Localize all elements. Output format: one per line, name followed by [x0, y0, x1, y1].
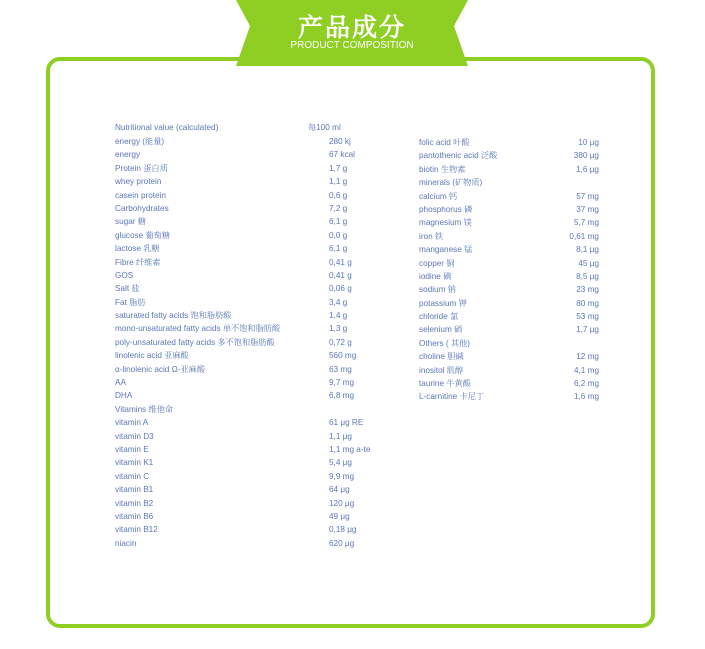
banner-title: 产品成分 — [297, 13, 406, 42]
nutrient-name: phosphorus 磷 — [419, 204, 473, 214]
nutrient-value: 1,1 mg a-te — [329, 444, 371, 454]
nutrient-name: Vitamins 维他命 — [115, 404, 174, 414]
nutrient-row — [419, 230, 599, 243]
nutrient-row — [115, 309, 395, 322]
nutrient-value: 0,18 μg — [329, 525, 357, 535]
nutrient-name: copper 铜 — [419, 258, 455, 268]
nutrient-row — [419, 323, 599, 336]
nutrient-name: Carbohydrates — [115, 203, 169, 213]
nutrient-value: 1,4 g — [329, 311, 348, 321]
nutrient-row — [419, 257, 599, 270]
nutrient-row — [115, 175, 395, 188]
nutrient-name: whey protein — [115, 177, 162, 187]
nutrient-value: 9,7 mg — [329, 378, 355, 388]
nutrient-name: L-carnitine 卡尼丁 — [419, 392, 485, 402]
nutrient-name: inositol 肌醇 — [419, 365, 464, 375]
nutrient-row — [115, 148, 395, 161]
nutrient-value: 64 μg — [329, 485, 350, 495]
nutrient-row — [115, 389, 395, 402]
nutrient-name: energy — [115, 150, 141, 160]
nutrient-name: selenium 硒 — [419, 325, 463, 335]
nutrient-value: 0,06 g — [329, 284, 352, 294]
nutrient-row — [115, 336, 395, 349]
nutrient-row — [419, 216, 599, 229]
nutrient-row — [419, 190, 599, 203]
nutrient-value: 280 kj — [329, 137, 351, 146]
nutrient-row — [115, 242, 395, 255]
nutrient-value: 0,41 g — [329, 270, 352, 280]
nutrient-value: 0,6 g — [329, 190, 348, 200]
nutrient-row — [115, 443, 395, 456]
nutrient-name: poly-unsaturated fatty acids 多不饱和脂肪酸 — [115, 337, 275, 347]
nutrient-name: mono-unsaturated fatty acids 单不饱和脂肪酸 — [115, 324, 281, 334]
nutrient-row — [115, 215, 395, 228]
nutrient-row — [115, 497, 395, 510]
nutrient-row — [419, 297, 599, 310]
nutrient-value: 380 μg — [573, 151, 599, 161]
nutrient-name: iodine 碘 — [419, 271, 452, 281]
nutrient-name: sodium 钠 — [419, 285, 456, 295]
nutrient-name: vitamin B6 — [115, 511, 154, 521]
nutrient-value: 23 mg — [576, 285, 599, 295]
nutrient-name: pantothenic acid 泛酸 — [419, 151, 498, 161]
nutrient-row — [115, 282, 395, 295]
nutrient-row — [419, 163, 599, 176]
nutrient-value: 45 μg — [578, 258, 599, 268]
nutrient-value: 53 mg — [576, 312, 599, 322]
nutrient-name: magnesium 镁 — [419, 218, 472, 228]
nutrient-value: 0,72 g — [329, 337, 352, 347]
nutrient-value: 1,1 μg — [329, 431, 352, 441]
nutrient-name: sugar 糖 — [115, 217, 146, 227]
nutrient-row — [115, 135, 395, 148]
nutrient-row — [115, 229, 395, 242]
nutrient-name: manganese 锰 — [419, 245, 473, 255]
nutrient-value: 0,61 mg — [569, 231, 599, 241]
nutrient-name: minerals (矿物质) — [419, 178, 483, 188]
nutrient-row — [419, 203, 599, 216]
nutrient-value: 8,5 μg — [576, 271, 599, 281]
nutrient-name: vitamin K1 — [115, 458, 154, 468]
nutrient-value: 6,1 g — [329, 217, 348, 227]
nutrient-name: folic acid 叶酸 — [419, 138, 470, 147]
nutrient-row — [115, 363, 395, 376]
banner — [236, 0, 468, 66]
nutrient-row — [419, 283, 599, 296]
nutrient-row — [115, 510, 395, 523]
nutrient-value: 80 mg — [576, 298, 599, 308]
nutrient-row — [115, 403, 395, 416]
nutrient-name: energy (能量) — [115, 137, 165, 146]
nutrient-name: potassium 钾 — [419, 298, 467, 308]
nutrient-row — [115, 430, 395, 443]
nutrient-value: 6,8 mg — [329, 391, 355, 401]
nutrient-row — [419, 149, 599, 162]
nutrient-row — [419, 136, 599, 149]
nutrient-name: GOS — [115, 270, 134, 280]
nutrient-value: 1,3 g — [329, 324, 348, 334]
nutrient-name: vitamin B1 — [115, 485, 154, 495]
nutrient-row — [115, 296, 395, 309]
nutrient-value: 37 mg — [576, 204, 599, 214]
nutrient-name: DHA — [115, 391, 133, 401]
nutrition-header-value: 每100 ml — [308, 123, 341, 132]
nutrient-value: 6,2 mg — [573, 379, 599, 389]
nutrient-row — [115, 322, 395, 335]
nutrient-name: vitamin A — [115, 418, 149, 428]
nutrient-row — [419, 270, 599, 283]
nutrient-value: 57 mg — [576, 191, 599, 201]
nutrient-name: niacin — [115, 538, 137, 548]
nutrient-name: vitamin E — [115, 444, 149, 454]
nutrient-name: iron 铁 — [419, 231, 444, 241]
nutrient-value: 4,1 mg — [573, 365, 599, 375]
nutrient-value: 3,4 g — [329, 297, 348, 307]
nutrient-name: Salt 盐 — [115, 284, 140, 294]
nutrient-row — [115, 470, 395, 483]
nutrient-row — [115, 456, 395, 469]
nutrient-name: Others ( 其他) — [419, 338, 470, 348]
nutrient-name: calcium 钙 — [419, 191, 458, 201]
nutrient-value: 1,6 mg — [573, 392, 599, 402]
nutrient-name: taurine 牛黄酸 — [419, 379, 471, 389]
nutrient-name: α-linolenic acid Ω-亚麻酸 — [115, 364, 206, 374]
nutrient-row — [115, 189, 395, 202]
nutrient-value: 7,2 g — [329, 203, 348, 213]
nutrient-row — [419, 364, 599, 377]
nutrient-name: vitamin C — [115, 471, 150, 481]
nutrient-row — [115, 349, 395, 362]
nutrient-value: 0,0 g — [329, 230, 348, 240]
nutrient-row — [115, 416, 395, 429]
nutrient-value: 63 mg — [329, 364, 352, 374]
nutrient-value: 620 μg — [329, 538, 355, 548]
nutrient-row — [115, 162, 395, 175]
nutrient-value: 49 μg — [329, 511, 350, 521]
nutrient-row — [115, 202, 395, 215]
nutrient-value: 6,1 g — [329, 244, 348, 254]
nutrient-name: casein protein — [115, 190, 166, 200]
nutrient-name: Fat 脂肪 — [115, 297, 146, 307]
nutrient-value: 1,7 g — [329, 163, 348, 173]
nutrient-value: 8,1 μg — [576, 245, 599, 255]
nutrient-row — [115, 483, 395, 496]
nutrient-name: vitamin B2 — [115, 498, 154, 508]
nutrient-row — [115, 269, 395, 282]
nutrient-value: 1,1 g — [329, 177, 348, 187]
nutrition-header-label: Nutritional value (calculated) — [115, 123, 219, 132]
nutrient-name: Protein 蛋白质 — [115, 163, 168, 173]
nutrient-value: 120 μg — [329, 498, 355, 508]
nutrient-value: 10 μg — [578, 138, 599, 147]
nutrient-row — [419, 243, 599, 256]
nutrient-value: 0,41 g — [329, 257, 352, 267]
nutrient-name: vitamin D3 — [115, 431, 154, 441]
nutrient-name: saturated fatty acids 饱和脂肪酸 — [115, 311, 232, 321]
nutrient-value: 61 μg RE — [329, 418, 364, 428]
nutrient-row — [419, 337, 599, 350]
nutrient-value: 5,4 μg — [329, 458, 352, 468]
nutrient-name: Fibre 纤维素 — [115, 257, 161, 267]
nutrient-value: 1,6 μg — [576, 164, 599, 174]
nutrient-row — [115, 537, 395, 550]
left-nutrient-list — [115, 135, 395, 550]
nutrient-value: 5,7 mg — [573, 218, 599, 228]
nutrient-value: 67 kcal — [329, 150, 355, 160]
nutrient-row — [115, 256, 395, 269]
nutrient-row — [419, 176, 599, 189]
nutrient-row — [115, 523, 395, 536]
nutrient-name: lactose 乳糖 — [115, 244, 160, 254]
nutrient-name: chloride 氯 — [419, 312, 459, 322]
nutrient-row — [419, 350, 599, 363]
nutrient-value: 9,9 mg — [329, 471, 355, 481]
banner-subtitle: PRODUCT COMPOSITION — [290, 40, 414, 51]
nutrient-value: 12 mg — [576, 352, 599, 362]
nutrient-value: 560 mg — [329, 351, 357, 361]
right-nutrient-list — [419, 136, 599, 404]
nutrient-name: AA — [115, 378, 126, 388]
nutrient-name: biotin 生物素 — [419, 164, 466, 174]
nutrient-row — [115, 376, 395, 389]
nutrient-name: vitamin B12 — [115, 525, 158, 535]
nutrient-name: glucose 葡萄糖 — [115, 230, 171, 240]
nutrient-value: 1,7 μg — [576, 325, 599, 335]
nutrient-row — [419, 377, 599, 390]
nutrient-name: linolenic acid 亚麻酸 — [115, 351, 189, 361]
nutrient-name: choline 胆碱 — [419, 352, 464, 362]
nutrient-row — [419, 310, 599, 323]
nutrient-row — [419, 390, 599, 403]
